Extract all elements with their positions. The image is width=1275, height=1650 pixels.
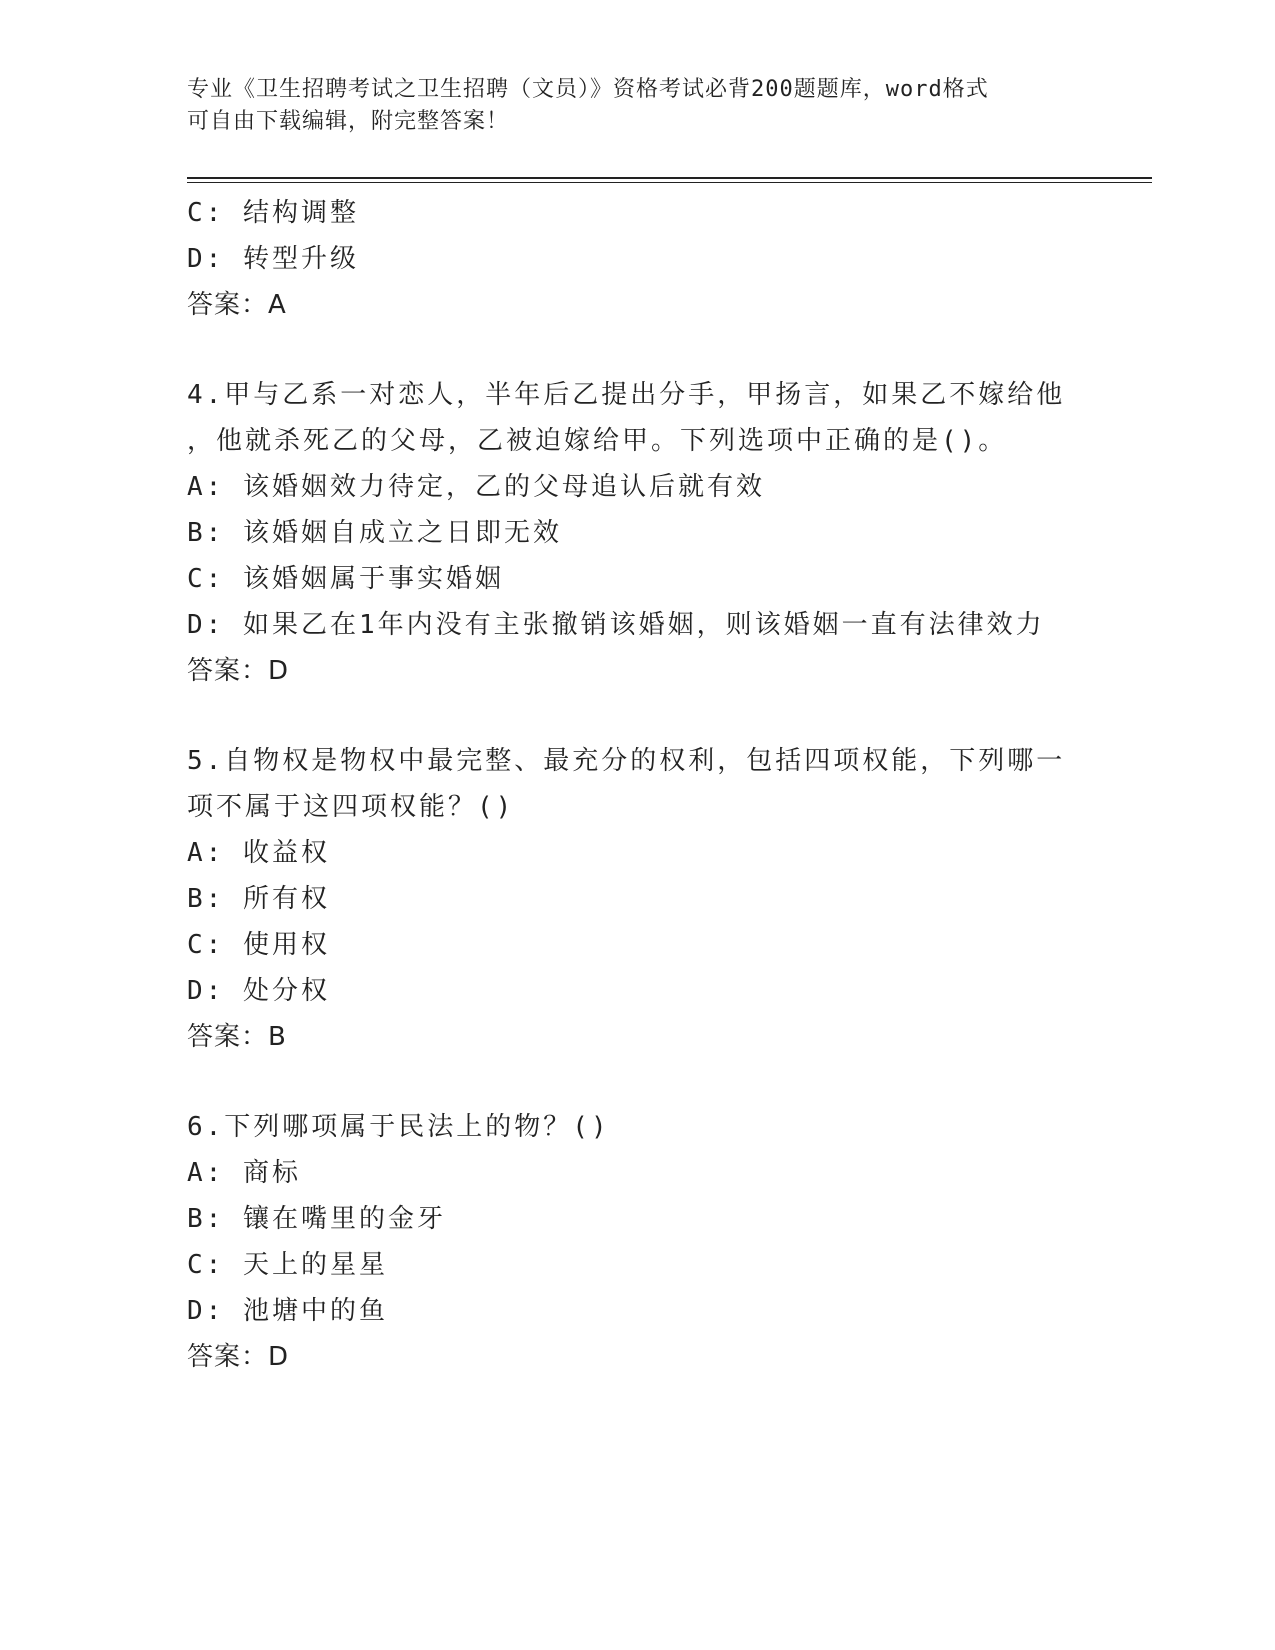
question-4 — [187, 372, 1087, 694]
answer-line: 答案：D — [187, 1342, 290, 1372]
question-5 — [187, 738, 1087, 1060]
header-divider-thin — [187, 182, 1152, 183]
question-stem-line: 项不属于这四项权能？() — [187, 792, 515, 822]
option-a: A: 该婚姻效力待定，乙的父母追认后就有效 — [187, 472, 765, 502]
option-b: B: 该婚姻自成立之日即无效 — [187, 518, 562, 548]
answer-line: 答案：D — [187, 656, 290, 686]
answer-line: 答案：A — [187, 290, 287, 320]
header-title-line-1: 专业《卫生招聘考试之卫生招聘（文员）》资格考试必背200题题库，word格式 — [187, 77, 989, 102]
option-d: D: 池塘中的鱼 — [187, 1296, 388, 1326]
question-stem-line: ，他就杀死乙的父母，乙被迫嫁给甲。下列选项中正确的是()。 — [187, 426, 1008, 456]
option-c: C: 该婚姻属于事实婚姻 — [187, 564, 504, 594]
spacer — [187, 694, 1087, 738]
option-c: C: 天上的星星 — [187, 1250, 388, 1280]
spacer — [187, 328, 1087, 372]
question-content — [187, 190, 1087, 1380]
option-d: D: 如果乙在1年内没有主张撤销该婚姻，则该婚姻一直有法律效力 — [187, 610, 1045, 640]
question-6 — [187, 1104, 1087, 1380]
question-stem-line: 4.甲与乙系一对恋人，半年后乙提出分手，甲扬言，如果乙不嫁给他 — [187, 380, 1066, 410]
option-c: C: 结构调整 — [187, 198, 359, 228]
option-a: A: 商标 — [187, 1158, 301, 1188]
option-c: C: 使用权 — [187, 930, 330, 960]
answer-line: 答案：B — [187, 1022, 287, 1052]
option-a: A: 收益权 — [187, 838, 330, 868]
question-stem-line: 5.自物权是物权中最完整、最充分的权利，包括四项权能，下列哪一 — [187, 746, 1066, 776]
header-title-line-2: 可自由下载编辑，附完整答案！ — [187, 109, 510, 134]
header-divider — [187, 177, 1152, 179]
spacer — [187, 1060, 1087, 1104]
option-b: B: 所有权 — [187, 884, 330, 914]
document-header — [187, 74, 1087, 138]
question-3-remainder — [187, 190, 1087, 328]
option-b: B: 镶在嘴里的金牙 — [187, 1204, 446, 1234]
option-d: D: 转型升级 — [187, 244, 359, 274]
option-d: D: 处分权 — [187, 976, 330, 1006]
question-stem-line: 6.下列哪项属于民法上的物？() — [187, 1112, 610, 1142]
